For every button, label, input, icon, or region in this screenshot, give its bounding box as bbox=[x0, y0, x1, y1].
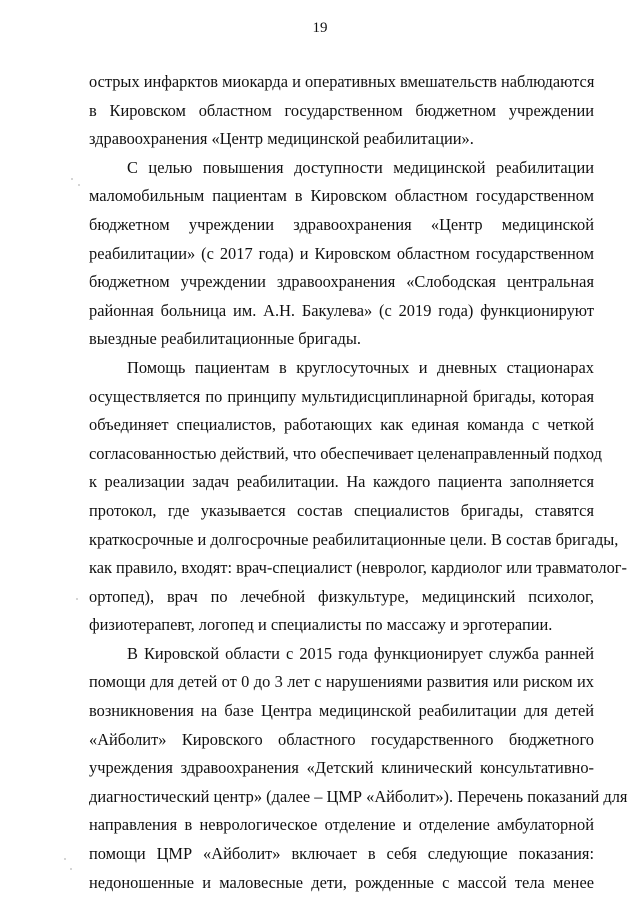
scan-speck bbox=[76, 598, 78, 600]
text-line: реабилитации» (с 2017 года) и Кировском областном государственном bbox=[89, 243, 594, 263]
paragraph-early-help-service bbox=[89, 640, 628, 897]
text-line: объединяет специалистов, работающих как единая команда с четкой bbox=[89, 415, 594, 435]
text-line: маломобильным пациентам в Кировском областном государственном bbox=[89, 186, 594, 206]
text-line: в Кировском областном государственном бюджетном учреждении bbox=[89, 100, 594, 120]
text-line: краткосрочные и долгосрочные реабилитационные цели. В состав бригады, bbox=[89, 529, 619, 549]
paragraph-continuation bbox=[89, 68, 594, 154]
text-line: выездные реабилитационные бригады. bbox=[89, 329, 361, 349]
text-line: физиотерапевт, логопед и специалисты по массажу и эрготерапии. bbox=[89, 615, 553, 635]
text-line: районная больница им. А.Н. Бакулева» (с 2019 года) функционируют bbox=[89, 300, 594, 320]
text-line: С целью повышения доступности медицинской реабилитации bbox=[127, 157, 594, 177]
text-line: как правило, входят: врач-специалист (невролог, кардиолог или травматолог- bbox=[89, 558, 627, 578]
paragraph-multidisciplinary-team bbox=[89, 354, 627, 640]
text-line: недоношенные и маловесные дети, рожденные с массой тела менее bbox=[89, 872, 594, 892]
text-line: к реализации задач реабилитации. На каждого пациента заполняется bbox=[89, 472, 594, 492]
text-line: здравоохранения «Центр медицинской реабилитации». bbox=[89, 129, 474, 149]
text-line: осуществляется по принципу мультидисциплинарной бригады, которая bbox=[89, 386, 594, 406]
text-line: Помощь пациентам в круглосуточных и дневных стационарах bbox=[127, 357, 594, 377]
text-line: бюджетном учреждении здравоохранения «Слободская центральная bbox=[89, 272, 594, 292]
text-line: направления в неврологическое отделение и отделение амбулаторной bbox=[89, 815, 594, 835]
text-line: острых инфарктов миокарда и оперативных вмешательств наблюдаются bbox=[89, 72, 595, 91]
text-line: согласованностью действий, что обеспечивает целенаправленный подход bbox=[89, 443, 602, 463]
text-line: ортопед), врач по лечебной физкультуре, медицинский психолог, bbox=[89, 586, 594, 606]
paragraph-mobile-brigades bbox=[89, 154, 594, 354]
text-line: «Айболит» Кировского областного государственного бюджетного bbox=[89, 729, 594, 749]
document-body bbox=[89, 68, 628, 897]
scan-speck bbox=[71, 178, 73, 180]
text-line: протокол, где указывается состав специалистов бригады, ставятся bbox=[89, 500, 594, 520]
scan-speck bbox=[78, 184, 80, 186]
text-line: помощи для детей от 0 до 3 лет с нарушениями развития или риском их bbox=[89, 672, 594, 692]
text-line: В Кировской области с 2015 года функционирует служба ранней bbox=[127, 643, 594, 663]
text-line: учреждения здравоохранения «Детский клинический консультативно- bbox=[89, 758, 594, 778]
scan-speck bbox=[70, 868, 72, 870]
text-line: помощи ЦМР «Айболит» включает в себя следующие показания: bbox=[89, 844, 594, 864]
page-number: 19 bbox=[312, 20, 328, 36]
scan-speck bbox=[64, 858, 66, 860]
text-line: возникновения на базе Центра медицинской реабилитации для детей bbox=[89, 701, 594, 721]
text-line: бюджетном учреждении здравоохранения «Центр медицинской bbox=[89, 214, 594, 234]
text-line: диагностический центр» (далее – ЦМР «Айболит»). Перечень показаний для bbox=[89, 786, 628, 806]
